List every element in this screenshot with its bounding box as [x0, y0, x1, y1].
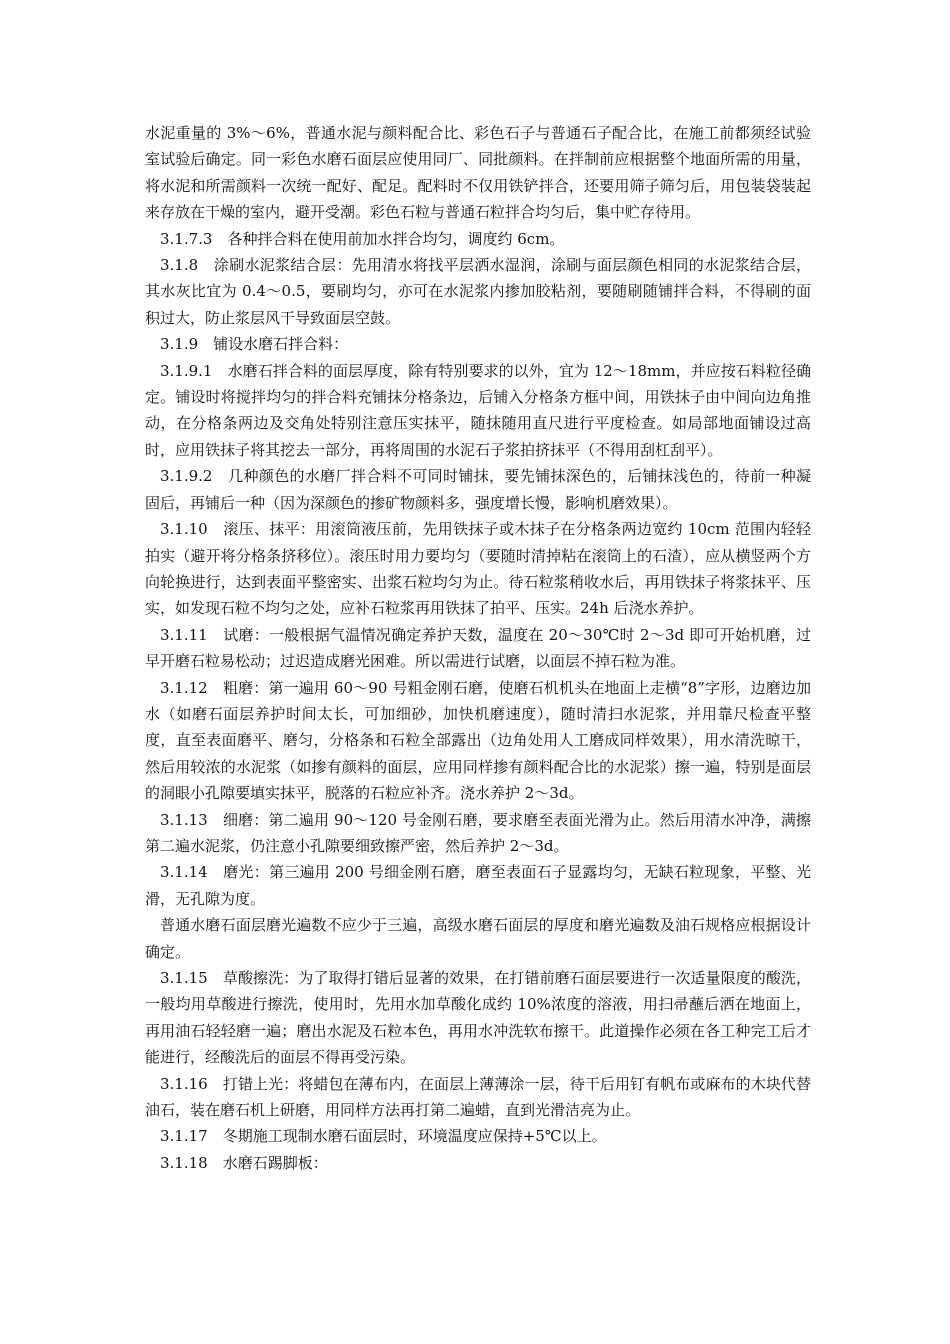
paragraph-3-1-16: 3.1.16 打错上光：将蜡包在薄布内，在面层上薄薄涂一层，待干后用钉有帆布或麻布的木块代替油石，装在磨石机上研磨，用同样方法再打第二遍蜡，直到光滑洁亮为止。 — [145, 1074, 811, 1120]
paragraph-3-1-15: 3.1.15 草酸擦洗：为了取得打错后显著的效果，在打错前磨石面层要进行一次适量限度的酸洗，一般均用草酸进行擦洗，使用时，先用水加草酸化成约 10%浓度的溶液，用扫帚蘸后洒在地面上，再用油石轻轻磨一遍；磨出水泥及石粒本色，再用水冲洗软布擦干。此道操作必须在各工种完工后才能进行，经酸洗后的面层不得再受污染。 — [145, 969, 811, 1067]
paragraph-3-1-17: 3.1.17 冬期施工现制水磨石面层时，环境温度应保持+5℃以上。 — [160, 1127, 607, 1146]
paragraph-3-1-9-2: 3.1.9.2 几种颜色的水磨厂拌合料不可同时铺抹，要先铺抹深色的，后铺抹浅色的，待前一种凝固后，再铺后一种（因为深颜色的掺矿物颜料多，强度增长慢，影响机磨效果）。 — [145, 467, 811, 512]
paragraph-3-1-11: 3.1.11 试磨：一般根据气温情况确定养护天数，温度在 20～30℃时 2～3d 即可开始机磨，过早开磨石粒易松动；过迟造成磨光困难。所以需进行试磨，以面层不掉石粒为准。 — [145, 625, 811, 671]
paragraph-3-1-7-3: 3.1.7.3 各种拌合料在使用前加水拌合均匀，调度约 6cm。 — [160, 229, 565, 248]
paragraph-3-1-9: 3.1.9 铺设水磨石拌合料： — [160, 335, 349, 354]
paragraph-3-1-12: 3.1.12 粗磨：第一遍用 60～90 号粗金刚石磨，使磨石机机头在地面上走横“8”字形，边磨边加水（如磨石面层养护时间太长，可加细砂，加快机磨速度），随时清扫水泥浆，并用靠尺检查平整度，直至表面磨平、磨匀，分格条和石粒全部露出（边角处用人工磨成同样效果），用水清洗晾干，然后用较浓的水泥浆（如掺有颜料的面层，应用同样掺有颜料配合比的水泥浆）擦一遍，特别是面层的洞眼小孔隙要填实抹平，脱落的石粒应补齐。浇水养护 2～3d。 — [145, 678, 811, 803]
paragraph-3-1-13: 3.1.13 细磨：第二遍用 90～120 号金刚石磨，要求磨至表面光滑为止。然后用清水冲净，满擦第二遍水泥浆，仍注意小孔隙要细致擦严密，然后养护 2～3d。 — [145, 810, 811, 855]
paragraph-3-1-14: 3.1.14 磨光：第三遍用 200 号细金刚石磨，磨至表面石子显露均匀，无缺石粒现象，平整、光滑，无孔隙为度。 — [145, 863, 811, 908]
paragraph-3-1-18: 3.1.18 水磨石踢脚板： — [160, 1153, 328, 1172]
paragraph-3-1-10: 3.1.10 滚压、抹平：用滚筒液压前，先用铁抹子或木抹子在分格条两边宽约 10cm 范围内轻轻拍实（避开将分格条挤移位）。滚压时用力要均匀（要随时清掉粘在滚筒上的石渣），应从横竖两个方向轮换进行，达到表面平整密实、出浆石粒均匀为止。待石粒浆稍收水后，再用铁抹子将浆抹平、压实，如发现石粒不均匀之处，应补石粒浆再用铁抹了拍平、压实。24h 后浇水养护。 — [145, 520, 811, 618]
paragraph-polishing-note: 普通水磨石面层磨光遍数不应少于三遍，高级水磨石面层的厚度和磨光遍数及油石规格应根据设计确定。 — [145, 916, 811, 961]
document-body — [145, 120, 811, 1176]
paragraph-3-1-9-1: 3.1.9.1 水磨石拌合料的面层厚度，除有特别要求的以外，宜为 12～18mm，并应按石料粒径确定。铺设时将搅拌均匀的拌合料充铺抹分格条边，后铺入分格条方框中间，用铁抹子由中间向边角推动，在分格条两边及交角处特别注意压实抹平，随抹随用直尺进行平度检查。如局部地面铺设过高时，应用铁抹子将其挖去一部分，再将周围的水泥石子浆拍挤抹平（不得用刮杠刮平）。 — [145, 361, 811, 459]
paragraph-3-1-8: 3.1.8 涂刷水泥浆结合层：先用清水将找平层洒水湿润，涂刷与面层颜色相同的水泥浆结合层，其水灰比宜为 0.4～0.5，要刷均匀，亦可在水泥浆内掺加胶粘剂，要随刷随铺拌合料，不得刷的面积过大，防止浆层风干导致面层空鼓。 — [145, 256, 811, 327]
paragraph-material-mixing: 水泥重量的 3%～6%，普通水泥与颜料配合比、彩色石子与普通石子配合比，在施工前都须经试验室试验后确定。同一彩色水磨石面层应使用同厂、同批颜料。在拌制前应根据整个地面所需的用量，将水泥和所需颜料一次统一配好、配足。配料时不仅用铁铲拌合，还要用筛子筛匀后，用包装袋装起来存放在干燥的室内，避开受潮。彩色石粒与普通石粒拌合均匀后，集中贮存待用。 — [145, 124, 811, 222]
